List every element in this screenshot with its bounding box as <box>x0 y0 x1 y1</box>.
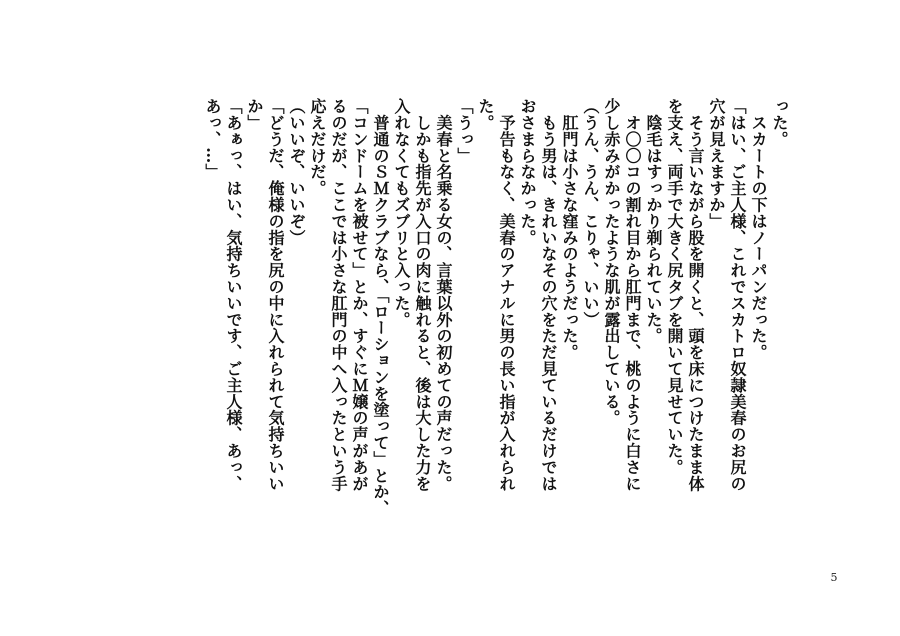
text-line: オ〇〇コの割れ目から肛門まで、桃のように白さに <box>623 98 642 492</box>
text-line: るのだが、ここでは小さな肛門の中へ入ったという手 <box>329 98 348 492</box>
text-line: 穴が見えますか」 <box>707 98 726 230</box>
text-line: 少し赤みがかったような肌が露出している。 <box>602 98 621 426</box>
text-line: 応えだけだ。 <box>308 98 327 197</box>
text-line: 入れなくてもズブリと入った。 <box>392 98 411 328</box>
text-line: た。 <box>476 98 495 131</box>
text-line: か」 <box>245 98 264 131</box>
text-line: 予告もなく、美春のアナルに男の長い指が入れられ <box>497 98 516 492</box>
vertical-text-block <box>108 98 790 568</box>
text-line: 美春と名乗る女の、言葉以外の初めての声だった。 <box>434 98 453 492</box>
text-line: 「どうだ、俺様の指を尻の中に入れられて気持ちいい <box>266 98 285 492</box>
text-columns <box>108 98 790 568</box>
text-line: 陰毛はすっかり剃られていた。 <box>644 98 663 344</box>
text-line: おさまらなかった。 <box>518 98 537 246</box>
text-line: そう言いながら股を開くと、頭を床につけたまま体 <box>686 98 705 492</box>
page-number: 5 <box>830 571 838 584</box>
text-line: スカートの下はノーパンだった。 <box>749 98 768 361</box>
text-line: った。 <box>770 98 789 148</box>
text-line: しかも指先が入口の肉に触れると、後は大した力を <box>413 98 432 492</box>
text-line: を支え、両手で大きく尻タブを開いて見せていた。 <box>665 98 684 476</box>
text-line: あっ、…」 <box>203 98 222 180</box>
text-line: 「あぁっ、はい、気持ちいいです、ご主人様、あっ、 <box>224 98 243 492</box>
text-line: 肛門は小さな窪みのようだった。 <box>560 98 579 361</box>
text-line: 「はい、ご主人様、これでスカトロ奴隷美春のお尻の <box>728 98 747 492</box>
text-line: もう男は、きれいなその穴をただ見ているだけでは <box>539 98 558 492</box>
text-line: 「うっ」 <box>455 98 474 164</box>
text-line: （いいぞ、いいぞ） <box>287 98 306 246</box>
text-line: （うん、うん、こりゃ、いい） <box>581 98 600 328</box>
text-line: 普通のＳＭクラブなら、「ローションを塗って」とか、 <box>371 98 390 517</box>
text-line: 「コンドームを被せて」とか、すぐにＭ嬢の声があが <box>350 98 369 492</box>
